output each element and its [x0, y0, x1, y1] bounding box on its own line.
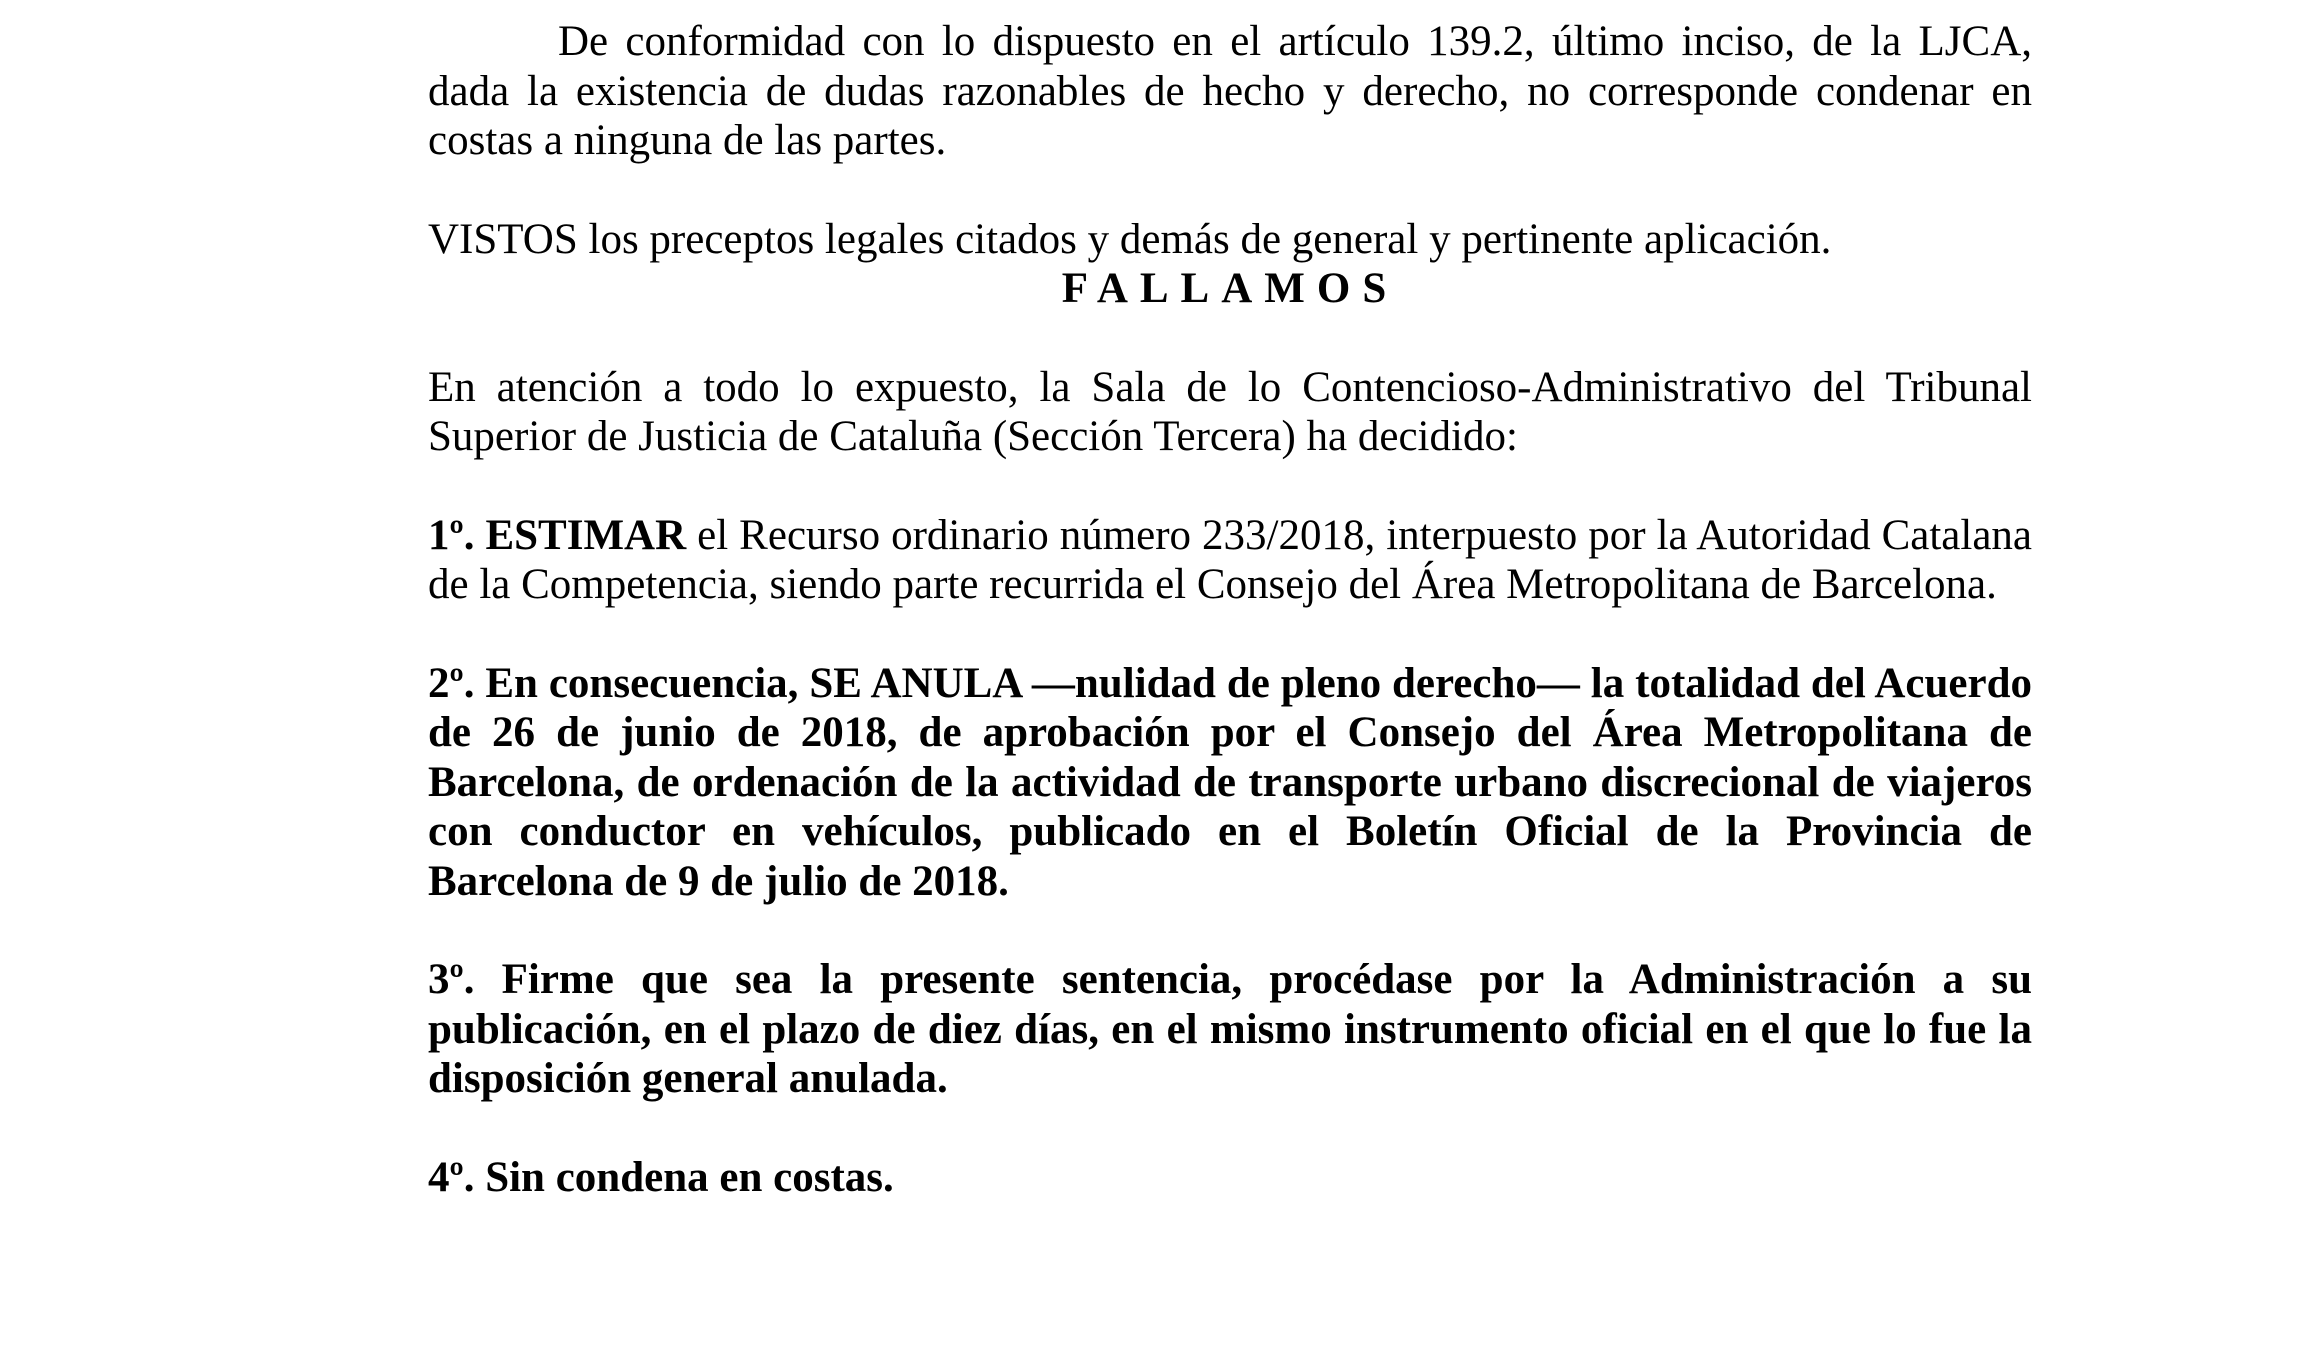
fallamos-heading: FALLAMOS [1061, 265, 1399, 312]
ruling-1 [428, 511, 2032, 610]
ruling-1-verb: ESTIMAR [485, 511, 687, 559]
ruling-4: 4º. Sin condena en costas. [428, 1153, 894, 1201]
ruling-3: 3º. Firme que sea la presente sentencia, procédase por la Administración a su publicación, en el plazo de diez días, en el mismo instrumento oficial en el que lo fue la disposición general anulada. [428, 956, 2032, 1102]
ruling-2: 2º. En consecuencia, SE ANULA —nulidad de pleno derecho— la totalidad del Acuerdo de 26 de junio de 2018, de aprobación por el Consejo del Área Metropolitana de Barcelona, de ordenación de la actividad de transporte urbano discrecional de viajeros con conductor en vehículos, publicado en el Boletín Oficial de la Provincia de Barcelona de 9 de julio de 2018. [428, 659, 2032, 905]
costs-paragraph: De conformidad con lo dispuesto en el artículo 139.2, último inciso, de la LJCA, dada la existencia de dudas razonables de hecho y derecho, no corresponde condenar en costas a ninguna de las partes. [428, 18, 2032, 164]
document-page [428, 0, 2032, 1202]
ruling-1-number: 1º. [428, 511, 475, 559]
vistos-paragraph: VISTOS los preceptos legales citados y demás de general y pertinente aplicación. [428, 215, 1832, 263]
decision-intro-paragraph: En atención a todo lo expuesto, la Sala de lo Contencioso-Administrativo del Tribunal Superior de Justicia de Cataluña (Sección Tercera) ha decidido: [428, 363, 2032, 460]
ruling-1-text: el Recurso ordinario número 233/2018, interpuesto por la Autoridad Catalana de la Competencia, siendo parte recurrida el Consejo del Área Metropolitana de Barcelona. [428, 511, 2033, 608]
